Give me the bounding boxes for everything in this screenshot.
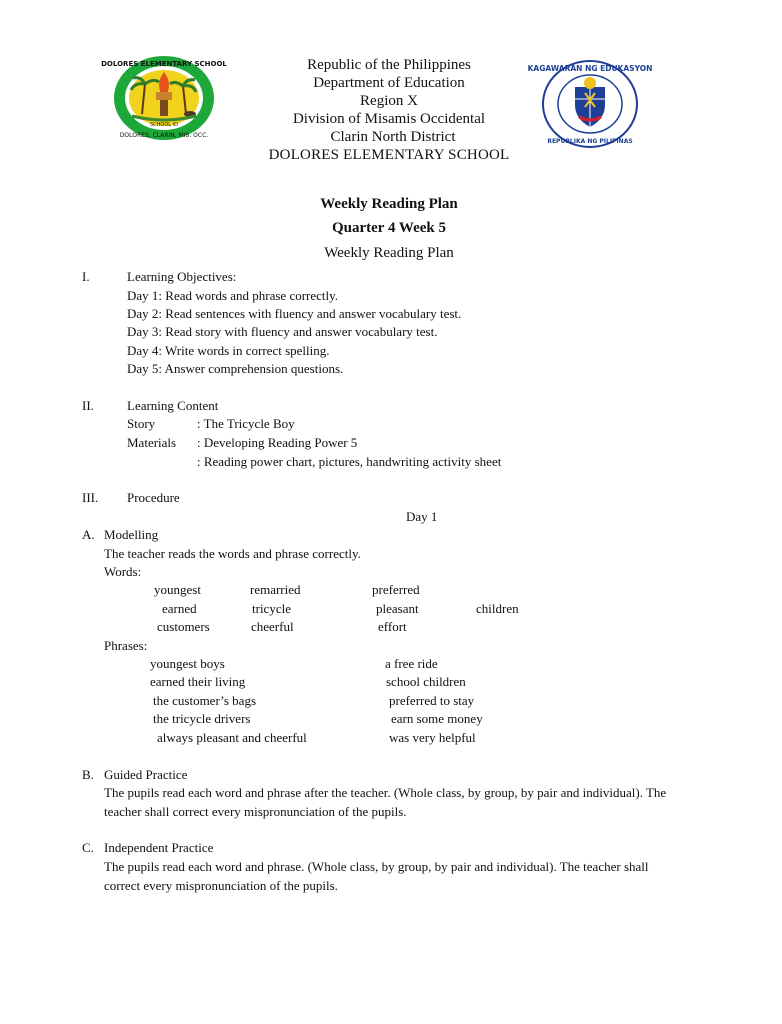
- part-a-heading: Modelling: [104, 527, 159, 542]
- section-3-number: III.: [82, 490, 99, 505]
- materials-value-2: : Reading power chart, pictures, handwriting activity sheet: [197, 454, 502, 469]
- word-item: tricycle: [252, 601, 291, 616]
- phrase-item: was very helpful: [389, 730, 476, 745]
- objective-day-2: Day 2: Read sentences with fluency and answer vocabulary test.: [127, 306, 462, 321]
- section-2-heading: Learning Content: [127, 398, 219, 413]
- phrases-label: Phrases:: [104, 638, 148, 653]
- part-c-text-line-1: The pupils read each word and phrase. (Whole class, by group, by pair and individual). The teacher shall: [104, 859, 649, 874]
- words-label: Words:: [104, 564, 142, 579]
- word-item: customers: [157, 619, 210, 634]
- title-quarter: Quarter 4 Week 5: [331, 220, 447, 236]
- word-item: preferred: [372, 582, 420, 597]
- part-b-letter: B.: [82, 767, 94, 782]
- materials-value-1: : Developing Reading Power 5: [197, 435, 358, 450]
- part-c-letter: C.: [82, 840, 94, 855]
- phrase-item: youngest boys: [150, 656, 225, 671]
- phrase-item: the tricycle drivers: [153, 711, 251, 726]
- part-c-text-line-2: correct every mispronunciation of the pupils.: [104, 878, 338, 893]
- objective-day-1: Day 1: Read words and phrase correctly.: [127, 288, 339, 303]
- word-item: earned: [162, 601, 197, 616]
- header-school-name: DOLORES ELEMENTARY SCHOOL: [268, 147, 510, 163]
- phrase-item: earned their living: [150, 674, 246, 689]
- part-c-heading: Independent Practice: [104, 840, 214, 855]
- part-b-text-line-2: teacher shall correct every mispronunciation of the pupils.: [104, 804, 407, 819]
- objective-day-5: Day 5: Answer comprehension questions.: [127, 361, 344, 376]
- header-region: Region X: [360, 93, 418, 109]
- header-republic: Republic of the Philippines: [307, 57, 471, 73]
- section-2-number: II.: [82, 398, 94, 413]
- title-main: Weekly Reading Plan: [320, 196, 458, 212]
- phrase-item: earn some money: [391, 711, 483, 726]
- right-logo-ring-bottom: REPUBLIKA NG PILIPINAS: [547, 138, 633, 145]
- word-item: pleasant: [376, 601, 419, 616]
- phrase-item: a free ride: [385, 656, 438, 671]
- right-logo-ring-top: KAGAWARAN NG EDUKASYON: [527, 64, 653, 73]
- left-logo-ring-top: DOLORES ELEMENTARY SCHOOL: [101, 60, 227, 68]
- word-item: cheerful: [251, 619, 294, 634]
- word-item: children: [476, 601, 519, 616]
- section-3-heading: Procedure: [127, 490, 180, 505]
- objective-day-3: Day 3: Read story with fluency and answer vocabulary test.: [127, 324, 438, 339]
- part-a-intro: The teacher reads the words and phrase correctly.: [104, 546, 361, 561]
- word-item: effort: [378, 619, 407, 634]
- phrase-item: the customer’s bags: [153, 693, 257, 708]
- procedure-day: Day 1: [406, 509, 438, 524]
- left-logo-center-text: SCHOOL ID: [150, 122, 178, 128]
- phrase-item: always pleasant and cheerful: [157, 730, 307, 745]
- section-1-heading: Learning Objectives:: [127, 269, 237, 284]
- materials-label: Materials: [127, 435, 177, 450]
- story-label: Story: [127, 416, 156, 431]
- part-b-heading: Guided Practice: [104, 767, 188, 782]
- title-sub: Weekly Reading Plan: [324, 245, 454, 261]
- left-logo-ring-bottom: DOLORES, CLARIN, MIS. OCC.: [119, 132, 209, 139]
- phrase-item: school children: [386, 674, 466, 689]
- word-item: youngest: [154, 582, 201, 597]
- phrase-item: preferred to stay: [389, 693, 475, 708]
- section-1-number: I.: [82, 269, 90, 284]
- header-department: Department of Education: [313, 75, 465, 91]
- header-district: Clarin North District: [330, 129, 456, 145]
- part-a-letter: A.: [82, 527, 95, 542]
- word-item: remarried: [250, 582, 301, 597]
- header-division: Division of Misamis Occidental: [292, 111, 486, 127]
- story-value: : The Tricycle Boy: [197, 416, 295, 431]
- objective-day-4: Day 4: Write words in correct spelling.: [127, 343, 330, 358]
- part-b-text-line-1: The pupils read each word and phrase after the teacher. (Whole class, by group, by pair and individual). The: [104, 785, 667, 800]
